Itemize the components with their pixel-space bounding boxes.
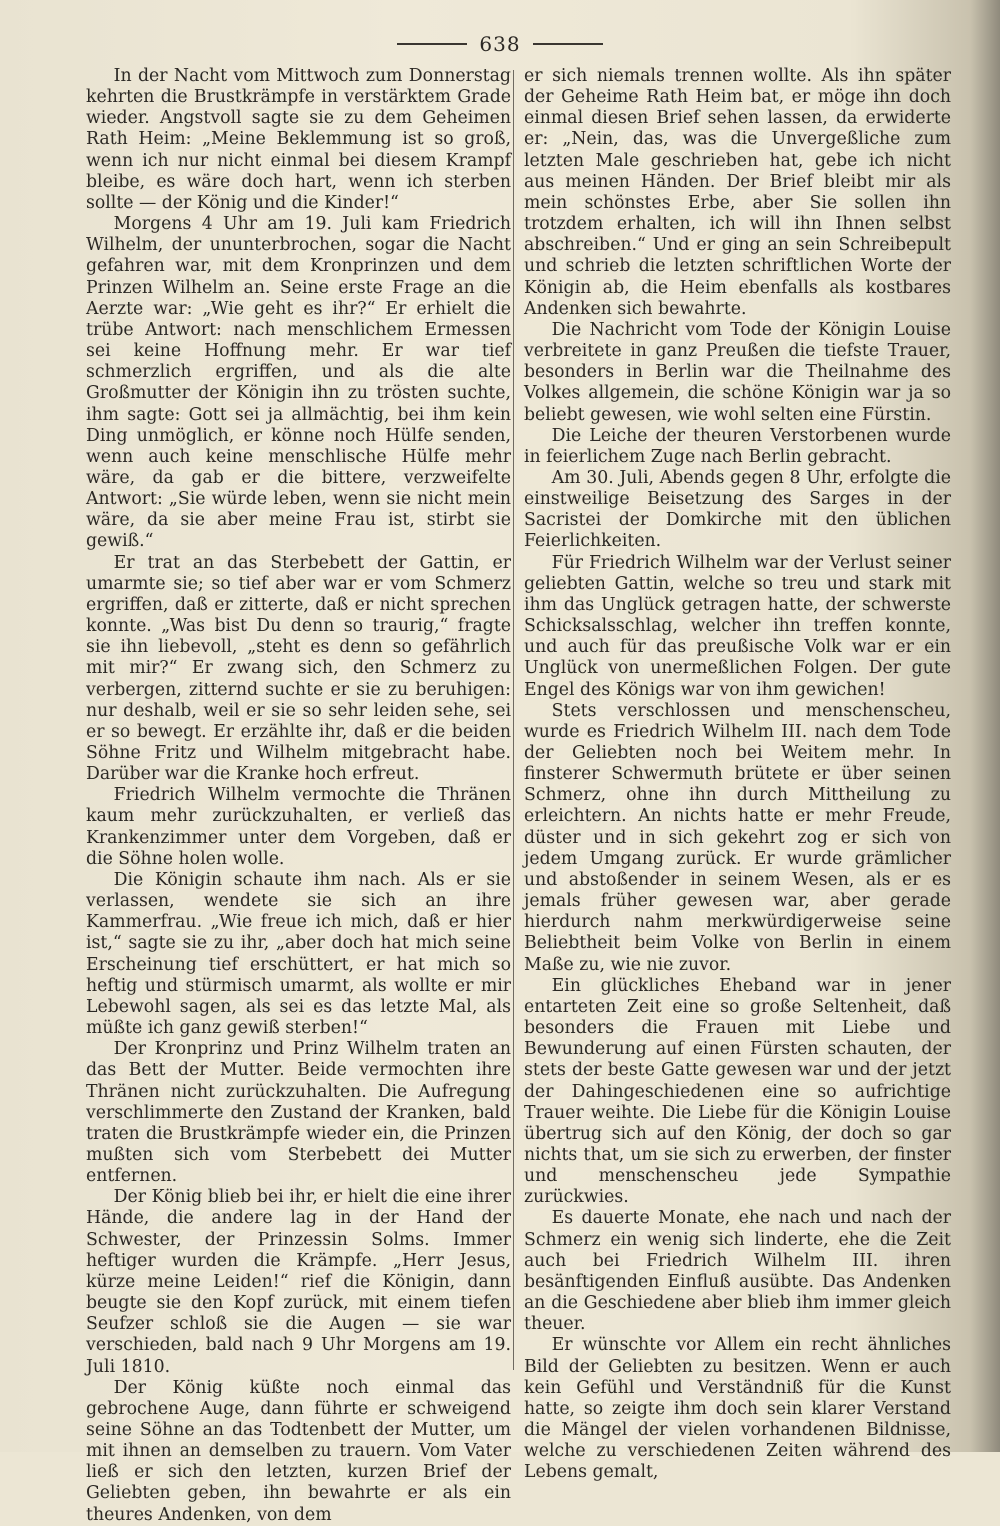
paragraph: Stets verschlossen und menschenscheu, wurde es Friedrich Wilhelm III. nach dem Tode der Geliebten noch bei Weitem mehr. In finsterer Schwermuth brütete er über seinen Schmerz, ohne ihn durch Mittheilung zu erleichtern. An nichts hatte er mehr Freude, düster und in sich gekehrt zog er sich von jedem Umgang zurück. Er wurde grämlicher und abstoßender in seinem Wesen, als er es jemals früher gewesen war, aber gerade hierdurch nahm merkwürdigerweise seine Beliebtheit beim Volke von Berlin in einem Maße zu, wie nie zuvor.: [524, 700, 951, 975]
paragraph: In der Nacht vom Mittwoch zum Donnerstag kehrten die Brustkrämpfe in verstärktem Grade wieder. Angstvoll sagte sie zu dem Geheimen Rath Heim: „Meine Beklemmung ist so groß, wenn ich nur nicht einmal bei diesem Krampf bleibe, es wäre doch hart, wenn ich sterben sollte — der König und die Kinder!“: [86, 66, 511, 213]
paragraph: Der König küßte noch einmal das gebrochene Auge, dann führte er schweigend seine Söhne an das Todtenbett der Mutter, um mit ihnen an demselben zu trauern. Vom Vater ließ er sich den letzten, kurzen Brief der Geliebten geben, ihn bewahrte er als ein theures Andenken, von dem: [86, 1377, 511, 1525]
paragraph: Die Königin schaute ihm nach. Als er sie verlassen, wendete sie sich an ihre Kammerfrau. „Wie freue ich mich, daß er hier ist,“ sagte sie zu ihr, „aber doch hat mich seine Erscheinung tief erschüttert, er hat mich so heftig und stürmisch umarmt, als wollte er mir Lebewohl sagen, als sei es das letzte Mal, als müßte ich ganz gewiß sterben!“: [86, 869, 511, 1039]
paragraph: Er trat an das Sterbebett der Gattin, er umarmte sie; so tief aber war er vom Schmerz ergriffen, daß er zitterte, daß er nicht sprechen konnte. „Was bist Du denn so traurig,“ fragte sie ihn liebevoll, „steht es denn so gefährlich mit mir?“ Er zwang sich, den Schmerz zu verbergen, zitternd suchte er sie zu beruhigen: nur deshalb, weil er sie so sehr leiden sehe, sei er so bewegt. Er erzählte ihr, daß er die beiden Söhne Fritz und Wilhelm mitgebracht habe. Darüber war die Kranke hoch erfreut.: [86, 552, 511, 785]
paragraph: Es dauerte Monate, ehe nach und nach der Schmerz ein wenig sich linderte, ehe die Zeit auch bei Friedrich Wilhelm III. ihren besänftigenden Einfluß ausübte. Das Andenken an die Geschiedene aber blieb ihm immer gleich theuer.: [524, 1208, 951, 1335]
page-header: [0, 32, 1000, 56]
paragraph: Morgens 4 Uhr am 19. Juli kam Friedrich Wilhelm, der ununterbrochen, sogar die Nacht gefahren war, mit dem Kronprinzen und dem Prinzen Wilhelm an. Seine erste Frage an die Aerzte war: „Wie geht es ihr?“ Er erhielt die trübe Antwort: nach menschlichem Ermessen sei keine Hoffnung mehr. Er war tief schmerzlich ergriffen, und als die alte Großmutter der Königin ihn zu trösten suchte, ihm sagte: Gott sei ja allmächtig, bei ihm kein Ding unmöglich, er könne noch Hülfe senden, wenn auch keine menschlische Hülfe mehr wäre, da gab er die bittere, verzweifelte Antwort: „Sie würde leben, wenn sie nicht mein wäre, da sie aber meine Frau ist, stirbt sie gewiß.“: [86, 214, 511, 552]
right-column: [524, 66, 951, 1483]
header-rule-left: [397, 43, 467, 45]
paragraph: Die Leiche der theuren Verstorbenen wurde in feierlichem Zuge nach Berlin gebracht.: [524, 425, 951, 467]
paragraph: Die Nachricht vom Tode der Königin Louise verbreitete in ganz Preußen die tiefste Trauer, besonders in Berlin war die Theilnahme des Volkes allgemein, die schöne Königin war ja so beliebt gewesen, wie wohl selten eine Fürstin.: [524, 319, 951, 425]
header-rule-right: [533, 43, 603, 45]
page-number: 638: [479, 32, 521, 56]
paragraph: Der König blieb bei ihr, er hielt die eine ihrer Hände, die andere lag in der Hand der Schwester, der Prinzessin Solms. Immer heftiger wurden die Krämpfe. „Herr Jesus, kürze meine Leiden!“ rief die Königin, dann beugte sie den Kopf zurück, mit einem tiefen Seufzer schloß sie die Augen — sie war verschieden, bald nach 9 Uhr Morgens am 19. Juli 1810.: [86, 1187, 511, 1377]
column-divider: [513, 70, 514, 1370]
paragraph: Für Friedrich Wilhelm war der Verlust seiner geliebten Gattin, welche so treu und stark mit ihm das Unglück getragen hatte, der schwerste Schicksalsschlag, welcher ihn treffen konnte, und auch für das preußische Volk war er ein Unglück von unermeßlichen Folgen. Der gute Engel des Königs war von ihm gewichen!: [524, 552, 951, 700]
paragraph-continued: er sich niemals trennen wollte. Als ihn später der Geheime Rath Heim bat, er möge ihn doch einmal diesen Brief sehen lassen, da erwiderte er: „Nein, das, was die Unvergeßliche zum letzten Male geschrieben hat, gebe ich nicht aus meinen Händen. Der Brief bleibt mir als mein schönstes Erbe, aber Sie sollen ihn trotzdem erhalten, ich will ihn Ihnen selbst abschreiben.“ Und er ging an sein Schreibepult und schrieb die letzten schriftlichen Worte der Königin ab, die Heim ebenfalls als kostbares Andenken sich bewahrte.: [524, 66, 951, 319]
left-column: [86, 66, 511, 1526]
paragraph: Ein glückliches Eheband war in jener entarteten Zeit eine so große Seltenheit, daß besonders die Frauen mit Liebe und Bewunderung auf einen Fürsten schauten, der stets der beste Gatte gewesen war und der jetzt der Dahingeschiedenen eine so aufrichtige Trauer weihte. Die Liebe für die Königin Louise übertrug sich auf den König, der doch so gar nichts that, um sie sich zu erwerben, der finster und menschenscheu jede Sympathie zurückwies.: [524, 975, 951, 1208]
paragraph: Am 30. Juli, Abends gegen 8 Uhr, erfolgte die einstweilige Beisetzung des Sarges in der Sacristei der Domkirche mit den üblichen Feierlichkeiten.: [524, 467, 951, 552]
paragraph: Der Kronprinz und Prinz Wilhelm traten an das Bett der Mutter. Beide vermochten ihre Thränen nicht zurückzuhalten. Die Aufregung verschlimmerte den Zustand der Kranken, bald traten die Brustkrämpfe wieder ein, die Prinzen mußten sich vom Sterbebett dei Mutter entfernen.: [86, 1039, 511, 1187]
paragraph: Er wünschte vor Allem ein recht ähnliches Bild der Geliebten zu besitzen. Wenn er auch kein Gefühl und Verständniß für die Kunst hatte, so zeigte ihm doch sein klarer Verstand die Mängel der vielen vorhandenen Bildnisse, welche zu verschiedenen Zeiten während des Lebens gemalt,: [524, 1335, 951, 1483]
paragraph: Friedrich Wilhelm vermochte die Thränen kaum mehr zurückzuhalten, er verließ das Krankenzimmer unter dem Vorgeben, daß er die Söhne holen wolle.: [86, 785, 511, 869]
